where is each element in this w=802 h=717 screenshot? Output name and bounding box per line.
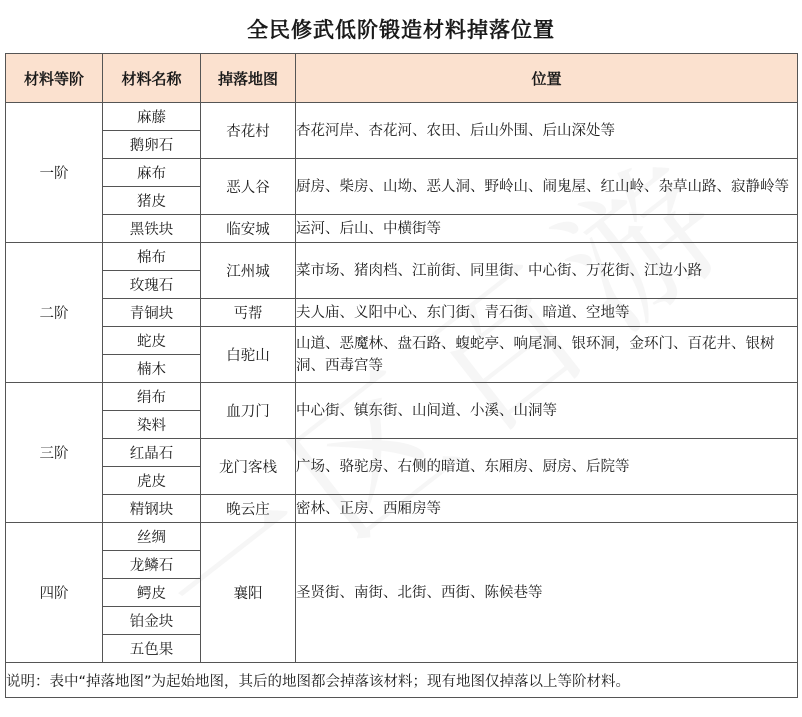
drop-table	[5, 53, 798, 698]
material-cell: 染料	[103, 411, 201, 439]
material-cell: 铂金块	[103, 607, 201, 635]
location-cell: 菜市场、猪肉档、江前街、同里街、中心街、万花街、江边小路	[296, 243, 798, 299]
material-cell: 青铜块	[103, 299, 201, 327]
map-cell: 临安城	[201, 215, 296, 243]
location-cell: 夫人庙、义阳中心、东门街、青石街、暗道、空地等	[296, 299, 798, 327]
map-cell: 晚云庄	[201, 495, 296, 523]
map-cell: 杏花村	[201, 103, 296, 159]
material-cell: 鳄皮	[103, 579, 201, 607]
header-map: 掉落地图	[201, 54, 296, 103]
page-title: 全民修武低阶锻造材料掉落位置	[247, 18, 555, 42]
table-row	[6, 215, 798, 243]
header-material: 材料名称	[103, 54, 201, 103]
map-cell: 血刀门	[201, 383, 296, 439]
material-cell: 精钢块	[103, 495, 201, 523]
material-cell: 红晶石	[103, 439, 201, 467]
location-cell: 密林、正房、西厢房等	[296, 495, 798, 523]
map-cell: 白驼山	[201, 327, 296, 383]
tier-cell: 二阶	[6, 243, 103, 383]
location-cell: 山道、恶魔林、盘石路、蝮蛇亭、响尾洞、银环洞，金环门、百花井、银树洞、西毒宫等	[296, 327, 798, 383]
table-row	[6, 383, 798, 411]
material-cell: 玫瑰石	[103, 271, 201, 299]
header-location: 位置	[296, 54, 798, 103]
location-cell: 运河、后山、中横街等	[296, 215, 798, 243]
location-cell: 杏花河岸、杏花河、农田、后山外围、后山深处等	[296, 103, 798, 159]
map-cell: 龙门客栈	[201, 439, 296, 495]
material-cell: 鹅卵石	[103, 131, 201, 159]
tier-cell: 一阶	[6, 103, 103, 243]
location-cell: 圣贤街、南街、北街、西街、陈候巷等	[296, 523, 798, 663]
map-cell: 丐帮	[201, 299, 296, 327]
map-cell: 襄阳	[201, 523, 296, 663]
material-cell: 猪皮	[103, 187, 201, 215]
table-row	[6, 243, 798, 271]
location-cell: 厨房、柴房、山坳、恶人洞、野岭山、闹鬼屋、红山岭、杂草山路、寂静岭等	[296, 159, 798, 215]
material-cell: 麻藤	[103, 103, 201, 131]
material-cell: 丝绸	[103, 523, 201, 551]
table-row	[6, 439, 798, 467]
material-cell: 蛇皮	[103, 327, 201, 355]
material-cell: 黑铁块	[103, 215, 201, 243]
material-cell: 绢布	[103, 383, 201, 411]
tier-cell: 四阶	[6, 523, 103, 663]
table-row	[6, 103, 798, 131]
note-row	[6, 663, 798, 698]
table-row	[6, 495, 798, 523]
table-row	[6, 299, 798, 327]
table-note: 说明：表中“掉落地图”为起始地图，其后的地图都会掉落该材料；现有地图仅掉落以上等阶材料。	[6, 663, 798, 698]
map-cell: 恶人谷	[201, 159, 296, 215]
material-cell: 虎皮	[103, 467, 201, 495]
table-row	[6, 523, 798, 551]
location-cell: 中心街、镇东街、山间道、小溪、山洞等	[296, 383, 798, 439]
material-cell: 五色果	[103, 635, 201, 663]
material-cell: 麻布	[103, 159, 201, 187]
table-row	[6, 327, 798, 355]
map-cell: 江州城	[201, 243, 296, 299]
material-cell: 楠木	[103, 355, 201, 383]
material-cell: 棉布	[103, 243, 201, 271]
header-tier: 材料等阶	[6, 54, 103, 103]
tier-cell: 三阶	[6, 383, 103, 523]
material-cell: 龙鳞石	[103, 551, 201, 579]
table-row	[6, 159, 798, 187]
header-row	[6, 54, 798, 103]
table-body	[6, 103, 798, 663]
location-cell: 广场、骆驼房、右侧的暗道、东厢房、厨房、后院等	[296, 439, 798, 495]
